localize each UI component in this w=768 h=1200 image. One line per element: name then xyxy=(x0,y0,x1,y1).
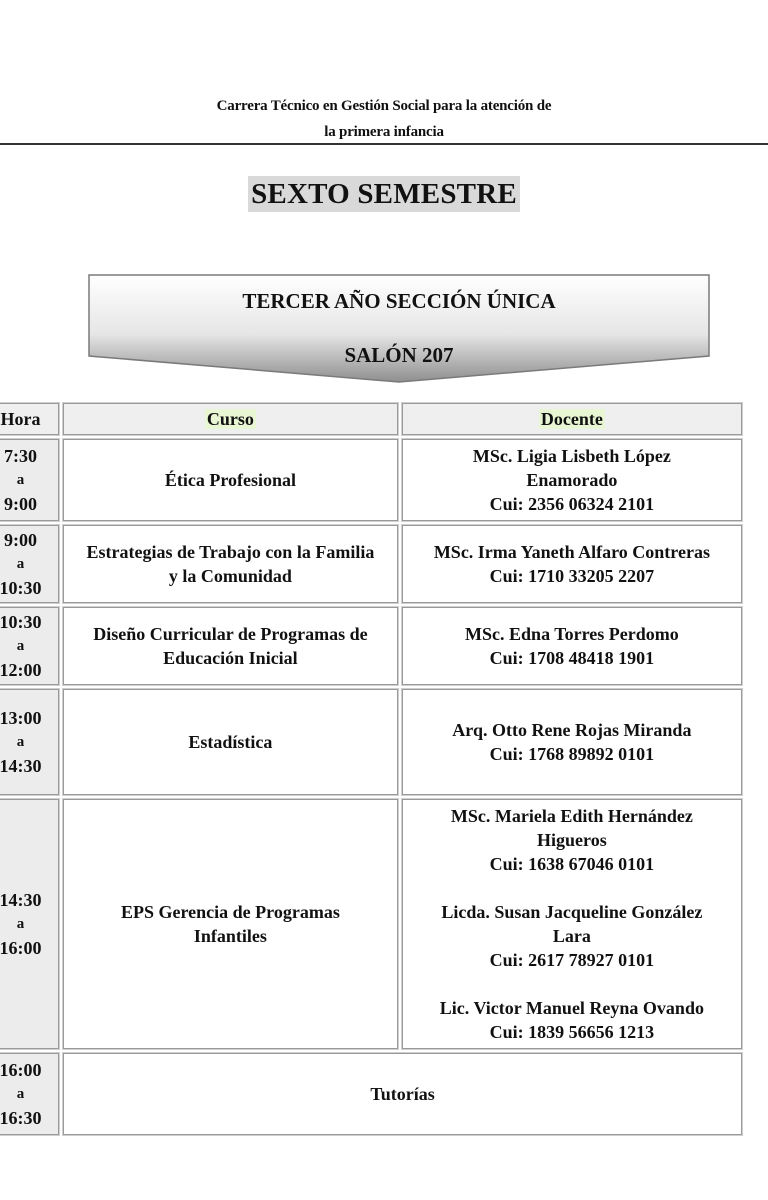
time-start: 10:30 xyxy=(0,612,42,632)
teacher-cell xyxy=(402,799,742,1049)
career-title xyxy=(0,93,768,145)
time-cell xyxy=(0,689,59,795)
teacher-cui: Cui: 1710 33205 2207 xyxy=(489,566,655,586)
time-start: 7:30 xyxy=(4,446,38,466)
teacher-line: MSc. Edna Torres Perdomo xyxy=(465,624,679,644)
header-divider xyxy=(0,143,768,145)
career-title-line-1: Carrera Técnico en Gestión Social para la atención de xyxy=(216,98,552,114)
time-cell xyxy=(0,607,59,685)
time-start: 13:00 xyxy=(0,708,42,728)
teacher-line: MSc. Irma Yaneth Alfaro Contreras xyxy=(433,542,710,562)
career-title-line-2: la primera infancia xyxy=(324,124,444,140)
course-cell xyxy=(63,689,398,795)
section-banner xyxy=(88,274,710,384)
course-line: Ética Profesional xyxy=(164,470,296,490)
course-line: Estrategias de Trabajo con la Familia xyxy=(86,542,375,562)
table-row xyxy=(0,525,742,603)
teacher-cui: Cui: 1708 48418 1901 xyxy=(489,648,655,668)
time-end: 16:30 xyxy=(0,1108,42,1128)
table-row-tutorias xyxy=(0,1053,742,1135)
teacher-cell xyxy=(402,689,742,795)
schedule-table xyxy=(0,399,746,1139)
time-separator: a xyxy=(16,916,25,932)
teacher-line: Licda. Susan Jacqueline González xyxy=(441,902,703,922)
teacher-spacer xyxy=(403,876,741,900)
table-row xyxy=(0,607,742,685)
table-row xyxy=(0,799,742,1049)
time-end: 16:00 xyxy=(0,938,42,958)
time-separator: a xyxy=(16,556,25,572)
teacher-cui: Cui: 1768 89892 0101 xyxy=(489,744,655,764)
time-cell xyxy=(0,439,59,521)
banner-room: SALÓN 207 xyxy=(344,343,454,367)
header-docente xyxy=(402,403,742,435)
table-row xyxy=(0,689,742,795)
teacher-cell xyxy=(402,525,742,603)
teacher-line: Higueros xyxy=(537,830,607,850)
header-curso xyxy=(63,403,398,435)
course-cell xyxy=(63,439,398,521)
teacher-cell xyxy=(402,607,742,685)
time-separator: a xyxy=(16,1086,25,1102)
teacher-cui: Cui: 1839 56656 1213 xyxy=(489,1022,655,1042)
time-separator: a xyxy=(16,734,25,750)
header-curso-label: Curso xyxy=(206,409,254,429)
teacher-line: MSc. Ligia Lisbeth López xyxy=(472,446,671,466)
time-start: 9:00 xyxy=(4,530,38,550)
course-cell xyxy=(63,799,398,1049)
teacher-line: Enamorado xyxy=(526,470,618,490)
course-line: EPS Gerencia de Programas xyxy=(121,902,340,922)
time-cell xyxy=(0,525,59,603)
teacher-cui: Cui: 2617 78927 0101 xyxy=(489,950,655,970)
header-hora-label: Hora xyxy=(0,409,41,429)
course-line: Estadística xyxy=(188,732,273,752)
time-end: 12:00 xyxy=(0,660,42,680)
course-cell xyxy=(63,525,398,603)
teacher-cui: Cui: 1638 67046 0101 xyxy=(489,854,655,874)
time-end: 10:30 xyxy=(0,578,42,598)
table-row xyxy=(0,439,742,521)
semester-title: SEXTO SEMESTRE xyxy=(248,176,520,212)
course-cell xyxy=(63,607,398,685)
teacher-line: Arq. Otto Rene Rojas Miranda xyxy=(452,720,692,740)
time-separator: a xyxy=(16,472,25,488)
time-end: 14:30 xyxy=(0,756,42,776)
teacher-cui: Cui: 2356 06324 2101 xyxy=(489,494,655,514)
header-docente-label: Docente xyxy=(540,409,603,429)
teacher-line: MSc. Mariela Edith Hernández xyxy=(450,806,693,826)
teacher-spacer xyxy=(403,972,741,996)
teacher-line: Lara xyxy=(552,926,591,946)
course-line: Infantiles xyxy=(193,926,267,946)
time-cell xyxy=(0,799,59,1049)
tutorias-label: Tutorías xyxy=(370,1084,435,1104)
time-start: 14:30 xyxy=(0,890,42,910)
table-header-row xyxy=(0,403,742,435)
course-line: Educación Inicial xyxy=(163,648,298,668)
teacher-cell xyxy=(402,439,742,521)
teacher-line: Lic. Victor Manuel Reyna Ovando xyxy=(439,998,704,1018)
banner-year-section: TERCER AÑO SECCIÓN ÚNICA xyxy=(242,289,556,313)
header-hora xyxy=(0,403,59,435)
course-line: y la Comunidad xyxy=(168,566,292,586)
semester-heading xyxy=(0,176,768,212)
time-end: 9:00 xyxy=(4,494,38,514)
tutorias-cell xyxy=(63,1053,742,1135)
time-separator: a xyxy=(16,638,25,654)
time-cell xyxy=(0,1053,59,1135)
time-start: 16:00 xyxy=(0,1060,42,1080)
course-line: Diseño Curricular de Programas de xyxy=(93,624,368,644)
